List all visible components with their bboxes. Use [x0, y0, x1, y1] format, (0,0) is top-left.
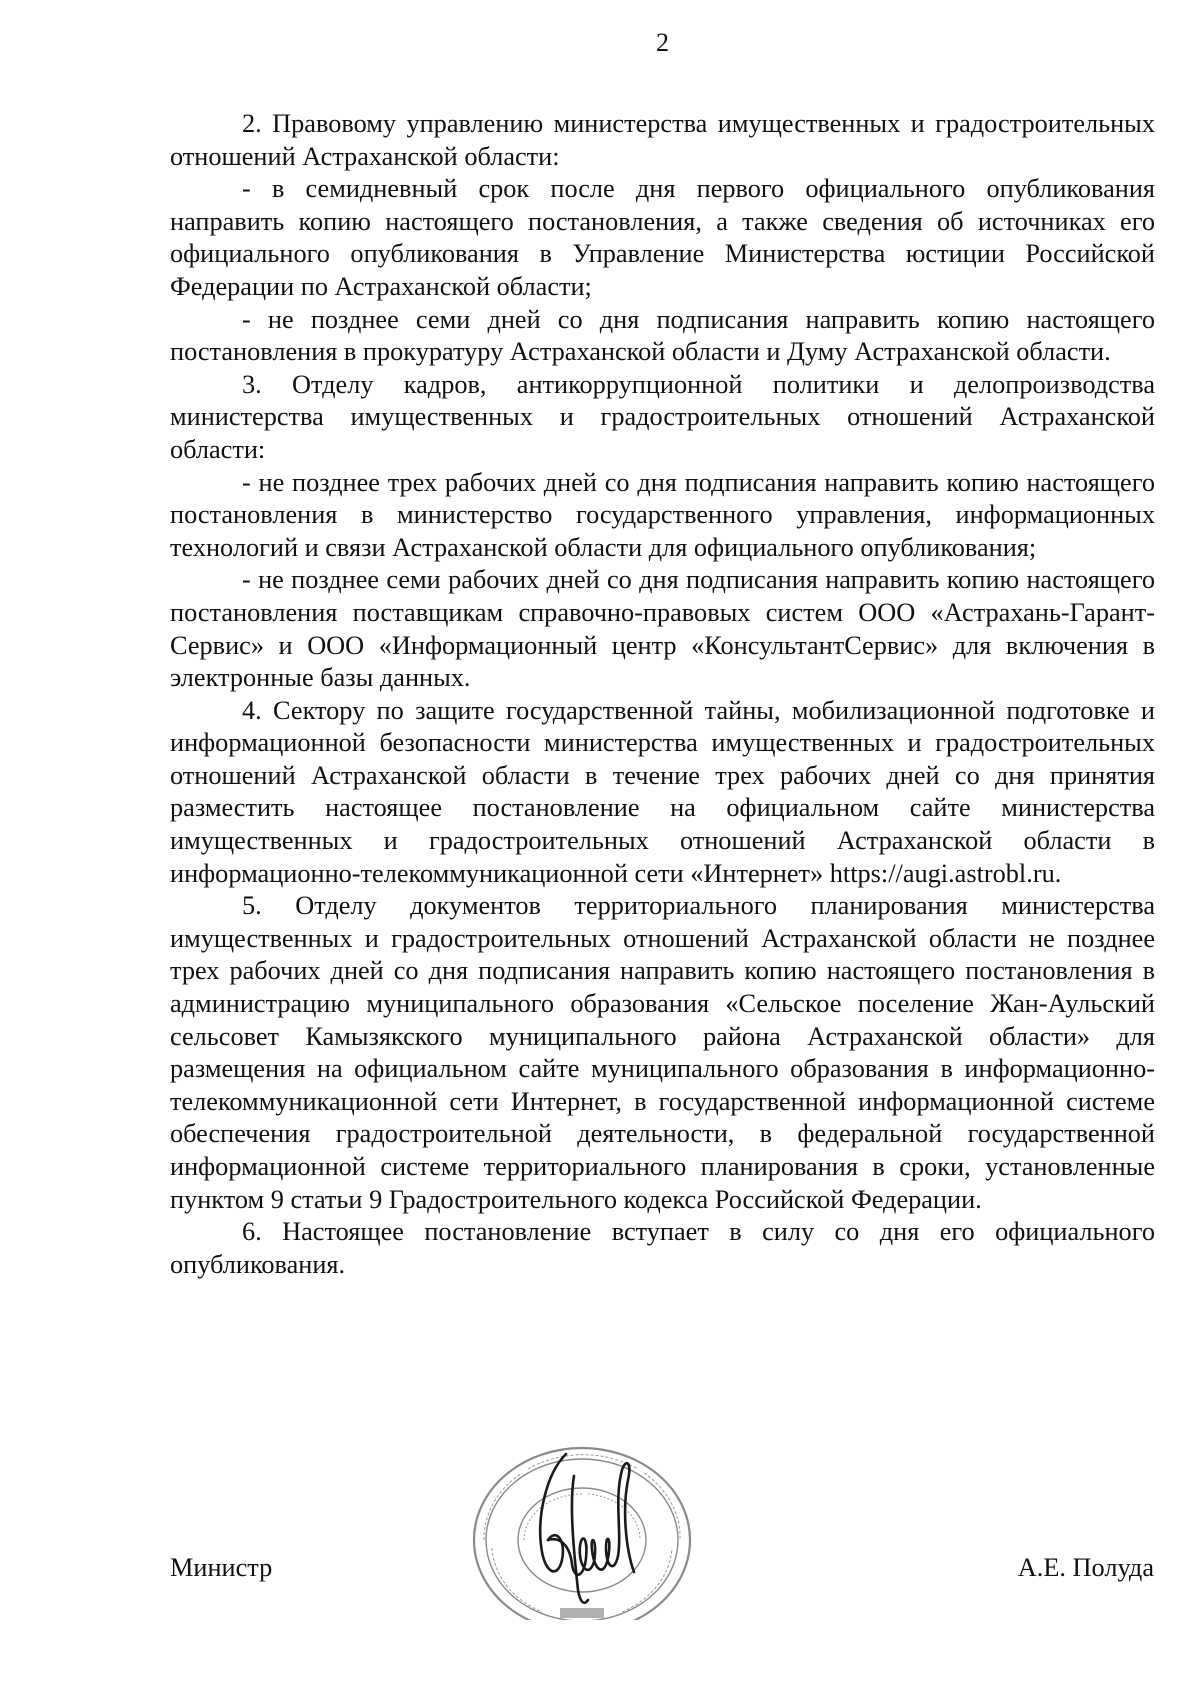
signature-block — [0, 1440, 1200, 1620]
paragraph-3-item-1: - не позднее трех рабочих дней со дня подписания направить копию настоящего постановления в министерство государственного управления, информационных технологий и связи Астраханской области для официального опубликования; — [170, 467, 1155, 562]
document-body — [170, 108, 1155, 1281]
paragraph-5: 5. Отделу документов территориального планирования министерства имущественных и градостроительных отношений Астраханской области не позднее трех рабочих дней со дня подписания направить копию настоящего постановления в администрацию муниципального образования «Сельское поселение Жан-Аульский сельсовет Камызякского муниципального района Астраханской области» для размещения на официальном сайте муниципального образования в информационно-телекоммуникационной сети Интернет, в государственной информационной системе обеспечения градостроительной деятельности, в федеральной государственной информационной системе территориального планирования в сроки, установленные пунктом 9 статьи 9 Градостроительного кодекса Российской Федерации. — [170, 891, 1155, 1214]
paragraph-2: 2. Правовому управлению министерства имущественных и градостроительных отношений Астраханской области: — [170, 109, 1155, 171]
paragraph-3-item-2: - не позднее семи рабочих дней со дня подписания направить копию настоящего постановления поставщикам справочно-правовых систем ООО «Астрахань-Гарант-Сервис» и ООО «Информационный центр «КонсультантСервис» для включения в электронные базы данных. — [170, 565, 1155, 693]
paragraph-2-item-2: - не позднее семи дней со дня подписания направить копию настоящего постановления в прокуратуру Астраханской области и Думу Астраханской области. — [170, 304, 1155, 367]
paragraph-3: 3. Отделу кадров, антикоррупционной политики и делопроизводства министерства имущественных и градостроительных отношений Астраханской области: — [170, 369, 1155, 464]
page-number: 2 — [656, 28, 669, 57]
paragraph-6: 6. Настоящее постановление вступает в силу со дня его официального опубликования. — [170, 1217, 1155, 1279]
signatory-title: Министр — [170, 1553, 273, 1582]
paragraph-4: 4. Сектору по защите государственной тайны, мобилизационной подготовке и информационной безопасности министерства имущественных и градостроительных отношений Астраханской области в течение трех рабочих дней со дня принятия разместить настоящее постановление на официальном сайте министерства имущественных и градостроительных отношений Астраханской области в информационно-телекоммуникационной сети «Интернет» https://augi.astrobl.ru. — [170, 695, 1155, 888]
paragraph-2-item-1: - в семидневный срок после дня первого официального опубликования направить копию настоящего постановления, а также сведения об источниках его официального опубликования в Управление Министерства юстиции Российской Федерации по Астраханской области; — [170, 174, 1155, 301]
signatory-name: А.Е. Полуда — [1017, 1553, 1154, 1582]
official-seal-and-signature — [462, 1440, 702, 1620]
